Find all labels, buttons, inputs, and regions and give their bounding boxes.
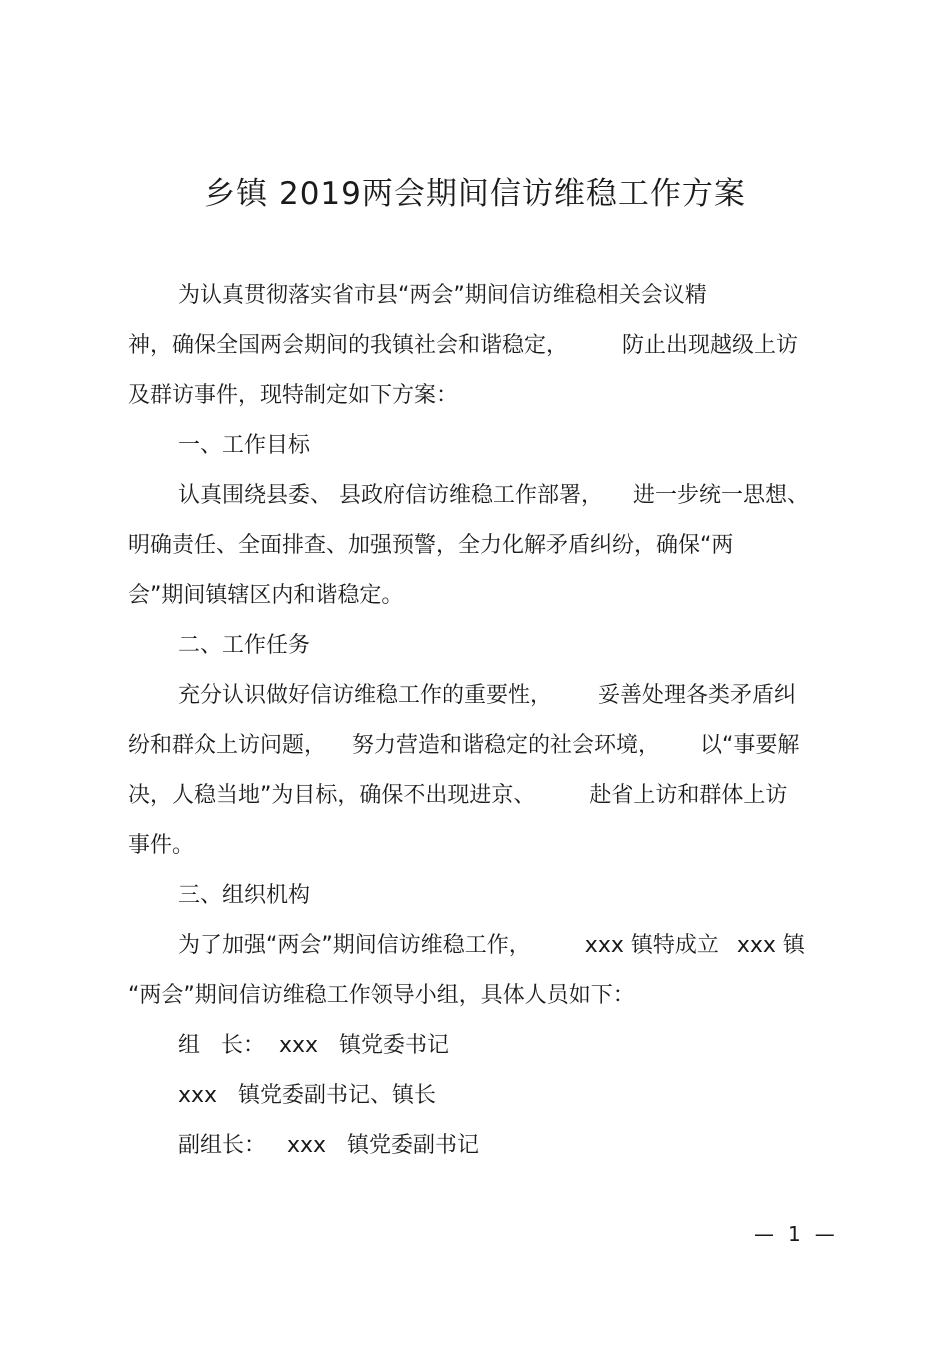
paragraph-line <box>128 780 787 812</box>
text-segment: 认真围绕县委、 县政府信访维稳工作部署， <box>178 483 603 508</box>
text-segment: 妥善处理各类矛盾纠 <box>598 683 797 708</box>
member-line: 副组长： xxx 镇党委副书记 <box>178 1133 480 1158</box>
paragraph-line: 事件。 <box>128 833 195 858</box>
paragraph-line: 明确责任、全面排查、加强预警，全力化解矛盾纠纷，确保“两 <box>128 533 734 558</box>
paragraph-line: 会”期间镇辖区内和谐稳定。 <box>128 583 404 608</box>
text-segment: 决，人稳当地”为目标，确保不出现进京、 <box>128 783 536 808</box>
member-line: xxx 镇党委副书记、镇长 <box>178 1083 437 1108</box>
footer-dash-right: — <box>814 1222 835 1246</box>
paragraph-line <box>178 930 805 962</box>
text-segment: xxx 镇特成立 <box>584 933 719 958</box>
text-segment: xxx 镇 <box>736 933 805 958</box>
footer-dash-left: — <box>754 1222 774 1246</box>
paragraph-line: “两会”期间信访维稳工作领导小组，具体人员如下： <box>128 983 635 1008</box>
text-segment: 以“事要解 <box>700 733 800 758</box>
text-segment: 充分认识做好信访维稳工作的重要性， <box>178 683 553 708</box>
section-heading: 二、工作任务 <box>178 633 311 658</box>
section-heading: 三、组织机构 <box>178 883 311 908</box>
paragraph-line: 为认真贯彻落实省市县“两会”期间信访维稳相关会议精 <box>178 283 707 308</box>
paragraph-line <box>128 330 798 362</box>
member-line: 组 长： xxx 镇党委书记 <box>178 1033 450 1058</box>
paragraph-line <box>178 680 796 712</box>
text-segment: 努力营造和谐稳定的社会环境， <box>352 733 661 758</box>
page-footer <box>754 1220 835 1248</box>
page-number: 1 <box>788 1222 801 1246</box>
section-heading: 一、工作目标 <box>178 433 311 458</box>
text-segment: 为了加强“两会”期间信访维稳工作， <box>178 933 531 958</box>
paragraph-line: 及群访事件，现特制定如下方案： <box>128 383 459 408</box>
text-segment: 纷和群众上访问题， <box>128 733 327 758</box>
document-title: 乡镇 2019两会期间信访维稳工作方案 <box>204 176 746 212</box>
text-segment: 进一步统一思想、 <box>633 483 810 508</box>
text-segment: 防止出现越级上访 <box>622 333 799 358</box>
text-segment: 神，确保全国两会期间的我镇社会和谐稳定， <box>128 333 569 358</box>
paragraph-line <box>178 480 809 512</box>
text-segment: 赴省上访和群体上访 <box>589 783 788 808</box>
paragraph-line <box>128 730 799 762</box>
